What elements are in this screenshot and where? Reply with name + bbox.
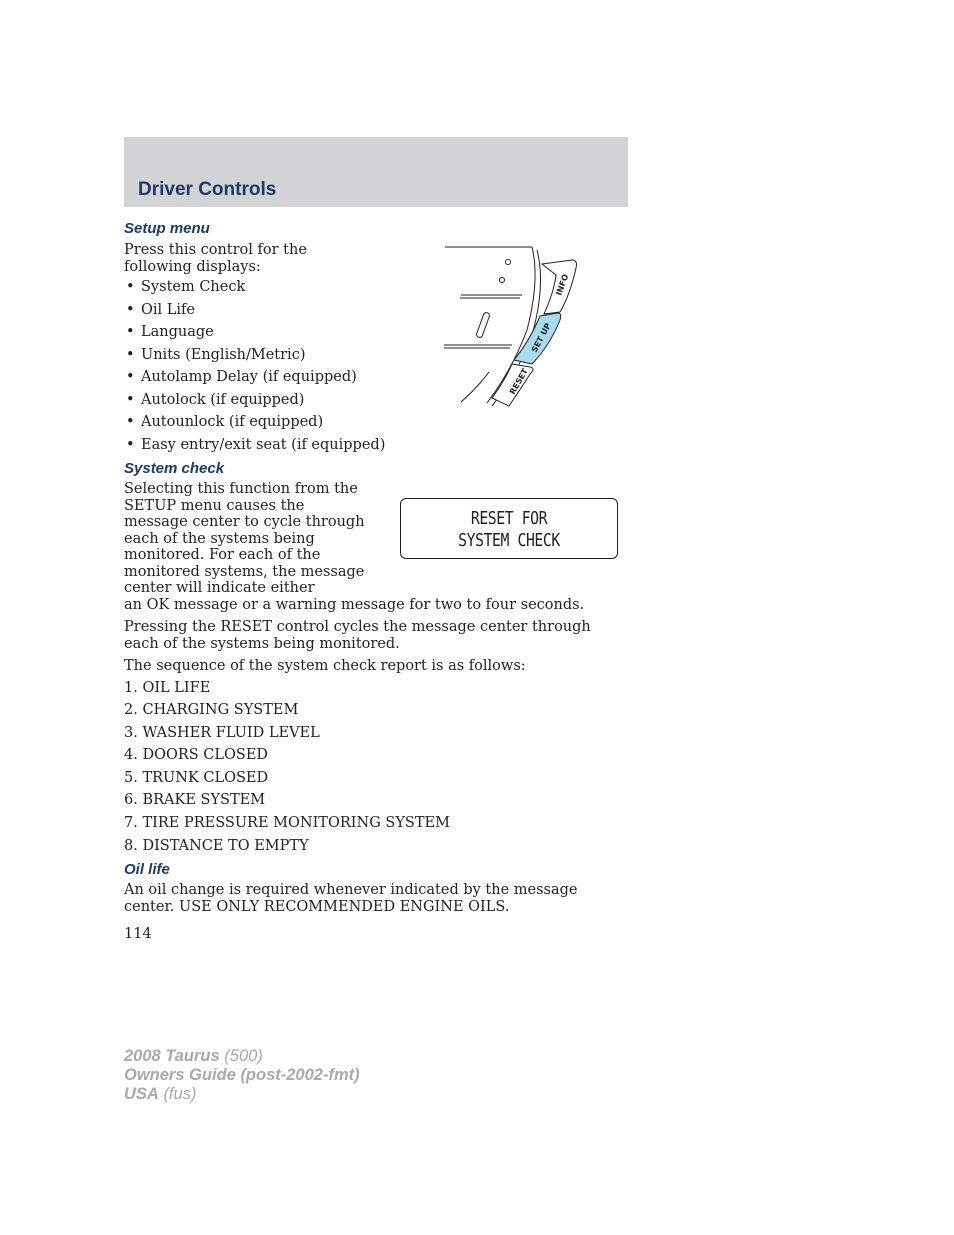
info-button[interactable]	[542, 260, 577, 314]
list-item: 5. TRUNK CLOSED	[124, 769, 269, 786]
reset-button[interactable]	[492, 364, 533, 406]
footer-line-model	[124, 1047, 360, 1066]
section-title: Driver Controls	[138, 179, 277, 200]
info-button-label: INFO	[554, 272, 571, 297]
oil-life-heading: Oil life	[124, 861, 170, 879]
list-item: • Autolock (if equipped)	[124, 392, 624, 408]
list-item: 8. DISTANCE TO EMPTY	[124, 837, 309, 854]
setup-button-label: SET UP	[529, 321, 553, 354]
list-item: 1. OIL LIFE	[124, 679, 211, 696]
section-header-band	[124, 137, 628, 207]
footer-line-guide	[124, 1066, 360, 1085]
message-center-display	[400, 498, 618, 559]
list-item: • System Check	[124, 279, 624, 295]
footer-line-region	[124, 1085, 360, 1104]
footer-region-code: (fus)	[163, 1085, 197, 1103]
setup-control-illustration	[432, 240, 592, 415]
list-item: 2. CHARGING SYSTEM	[124, 702, 299, 719]
setup-menu-heading: Setup menu	[124, 220, 210, 237]
oil-life-paragraph: An oil change is required whenever indicated by the message center. USE ONLY RECOMMENDED ENGINE OILS.	[124, 882, 578, 915]
display-line-2: SYSTEM CHECK	[458, 530, 560, 551]
list-item: • Autolamp Delay (if equipped)	[124, 369, 624, 385]
system-check-paragraph-rest: an OK message or a warning message for two to four seconds.	[124, 596, 585, 613]
list-item: 3. WASHER FLUID LEVEL	[124, 724, 320, 741]
list-item: • Autounlock (if equipped)	[124, 414, 624, 430]
system-check-sequence	[124, 680, 624, 854]
display-line-1: RESET FOR	[470, 508, 548, 529]
footer-region: USA	[124, 1085, 159, 1103]
list-item: • Easy entry/exit seat (if equipped)	[124, 437, 624, 453]
setup-menu-intro: Press this control for the following displays:	[124, 242, 307, 275]
system-check-paragraph-wrapped: Selecting this function from the SETUP menu causes the message center to cycle through each of the systems being monitored. For each of the monitored systems, the message center will indicate either	[124, 481, 365, 596]
reset-control-paragraph: Pressing the RESET control cycles the message center through each of the systems being monitored.	[124, 619, 591, 652]
footer-model-code: (500)	[224, 1047, 263, 1065]
sequence-intro-paragraph: The sequence of the system check report is as follows:	[124, 658, 526, 674]
reset-button-label: RESET	[507, 366, 530, 396]
list-item: 6. BRAKE SYSTEM	[124, 792, 266, 809]
setup-button[interactable]	[514, 313, 561, 364]
page-number: 114	[124, 926, 152, 942]
system-check-heading: System check	[124, 460, 225, 477]
list-item: 7. TIRE PRESSURE MONITORING SYSTEM	[124, 815, 450, 832]
list-item: • Language	[124, 324, 624, 340]
footer-model: 2008 Taurus	[124, 1047, 220, 1065]
list-item: • Oil Life	[124, 302, 624, 318]
message-center-text	[420, 508, 597, 552]
document-footer	[124, 1047, 360, 1104]
list-item: 4. DOORS CLOSED	[124, 747, 269, 764]
list-item: • Units (English/Metric)	[124, 347, 624, 363]
footer-guide: Owners Guide (post-2002-fmt)	[124, 1066, 360, 1084]
